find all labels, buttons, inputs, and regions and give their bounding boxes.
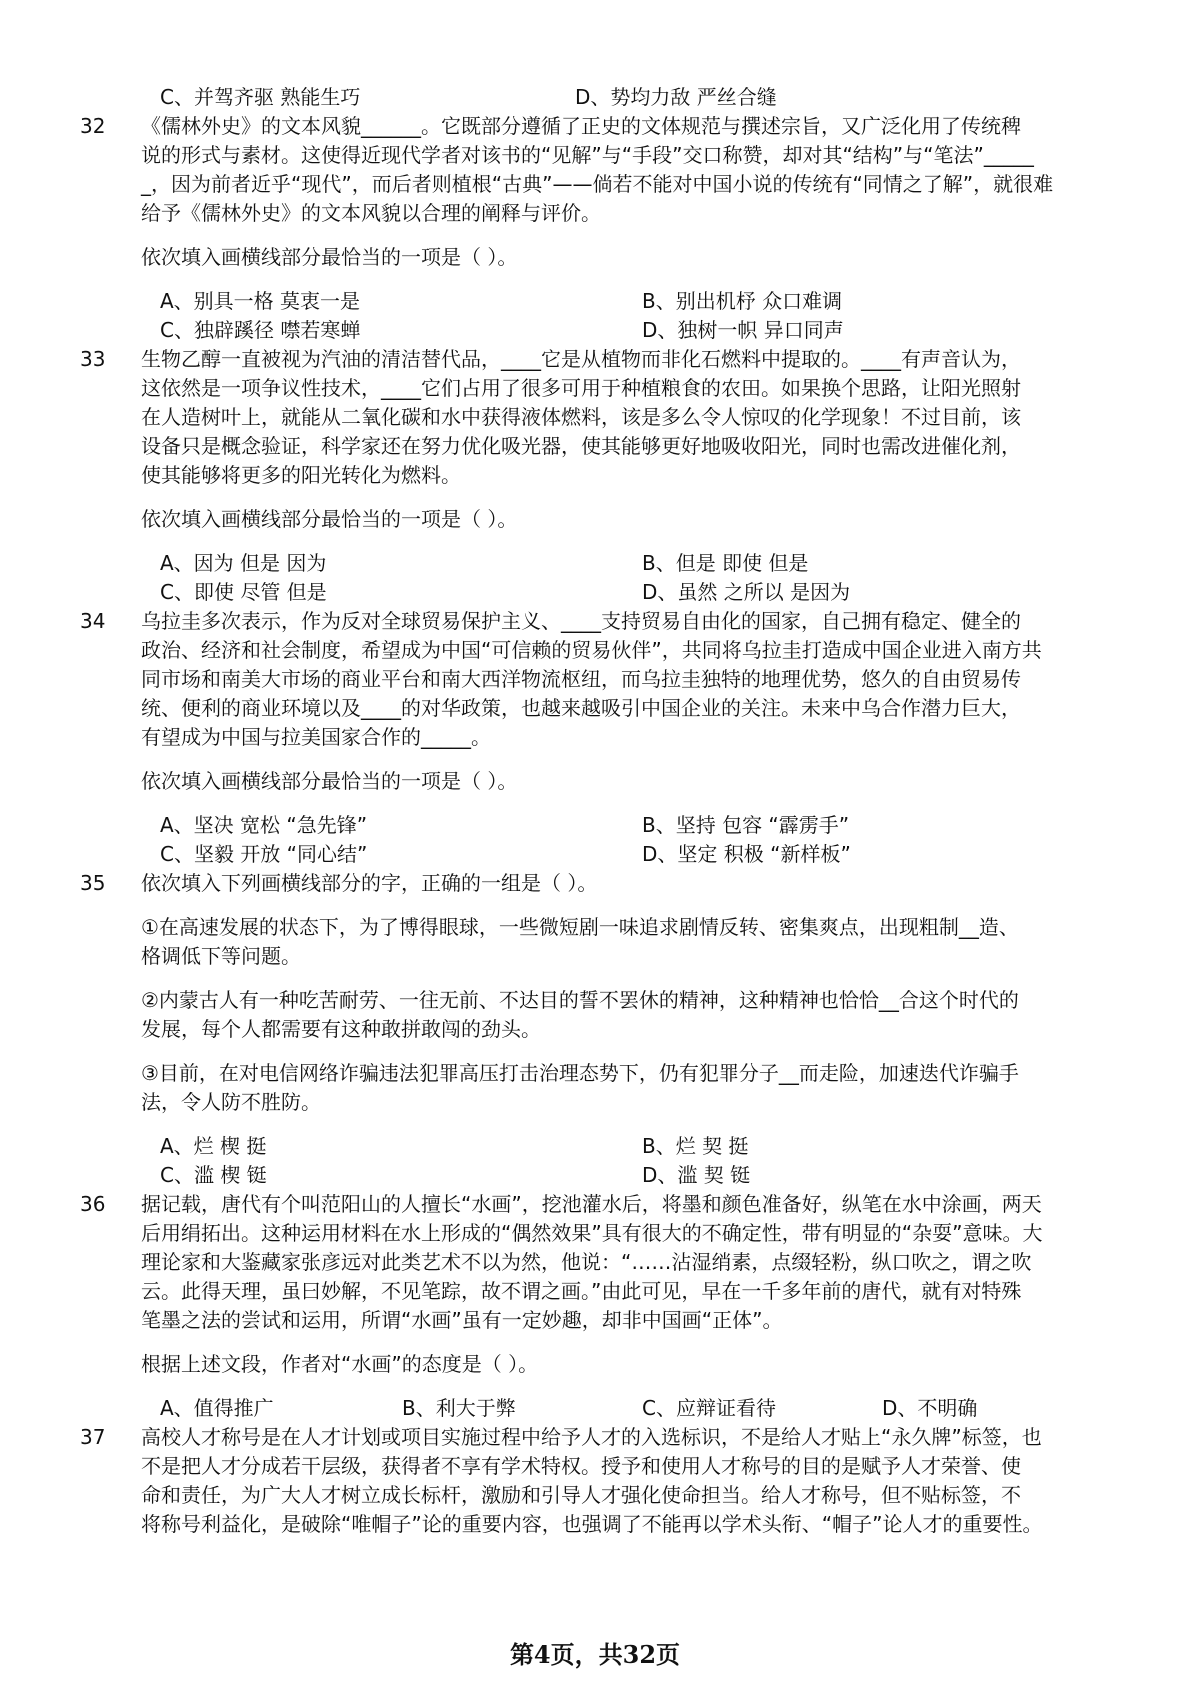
question-number: 35: [80, 871, 106, 895]
question-text-line: 同市场和南美大市场的商业平台和南大西洋物流枢纽，而乌拉圭独特的地理优势，悠久的自由贸易传: [141, 667, 1021, 691]
question-text-line: 给予《儒林外史》的文本风貌以合理的阐释与评价。: [141, 201, 601, 225]
option-c: C、即使 尽管 但是: [160, 580, 327, 604]
question-text-line: 政治、经济和社会制度，希望成为中国“可信赖的贸易伙伴”，共同将乌拉圭打造成中国企业进入南方共: [141, 638, 1042, 662]
option-c: C、独辟蹊径 噤若寒蝉: [160, 318, 361, 342]
question-text-line: 生物乙醇一直被视为汽油的清洁替代品，____它是从植物而非化石燃料中提取的。____有声音认为，: [141, 347, 1021, 371]
option-c: C、应辩证看待: [642, 1396, 776, 1420]
option-c: C、坚毅 开放 “同心结”: [160, 842, 368, 866]
question-number: 36: [80, 1192, 106, 1216]
question-text-line: 将称号利益化，是破除“唯帽子”论的重要内容，也强调了不能再以学术头衔、“帽子”论人才的重要性。: [141, 1512, 1043, 1536]
question-text-line: 高校人才称号是在人才计划或项目实施过程中给予人才的入选标识，不是给人才贴上“永久牌”标签，也: [141, 1425, 1042, 1449]
question-text-line: 乌拉圭多次表示，作为反对全球贸易保护主义、____支持贸易自由化的国家，自己拥有稳定、健全的: [141, 609, 1021, 633]
option-d: D、虽然 之所以 是因为: [642, 580, 851, 604]
question-text-line: 理论家和大鉴藏家张彦远对此类艺术不以为然，他说：“……沾湿绡素，点缀轻粉，纵口吹之，谓之吹: [141, 1250, 1032, 1274]
option-d: D、坚定 积极 “新样板”: [642, 842, 851, 866]
question-prompt: 依次填入画横线部分最恰当的一项是（ ）。: [141, 245, 518, 269]
option-b: B、别出机杼 众口难调: [642, 289, 843, 313]
question-number: 33: [80, 347, 106, 371]
question-text-line: 笔墨之法的尝试和运用，所谓“水画”虽有一定妙趣，却非中国画“正体”。: [141, 1308, 783, 1332]
question-text-line: _，因为前者近乎“现代”，而后者则植根“古典”——倘若不能对中国小说的传统有“同情之了解”，就很难: [141, 172, 1054, 196]
option-b: B、坚持 包容 “霹雳手”: [642, 813, 850, 837]
question-item-line: ②内蒙古人有一种吃苦耐劳、一往无前、不达目的誓不罢休的精神，这种精神也恰恰__合这个时代的: [141, 988, 1019, 1012]
question-number: 32: [80, 114, 106, 138]
option-d: D、滥 契 铤: [642, 1163, 751, 1187]
option-b: B、烂 契 挺: [642, 1134, 749, 1158]
option-b: B、利大于弊: [402, 1396, 516, 1420]
question-item-line: 发展，每个人都需要有这种敢拼敢闯的劲头。: [141, 1017, 541, 1041]
option-b: B、但是 即使 但是: [642, 551, 809, 575]
question-text-line: 据记载，唐代有个叫范阳山的人擅长“水画”，挖池灌水后，将墨和颜色准备好，纵笔在水中涂画，两天: [141, 1192, 1042, 1216]
question-prompt: 依次填入画横线部分最恰当的一项是（ ）。: [141, 507, 518, 531]
option-a: A、别具一格 莫衷一是: [160, 289, 361, 313]
question-text-line: 设备只是概念验证，科学家还在努力优化吸光器，使其能够更好地吸收阳光，同时也需改进催化剂，: [141, 434, 1021, 458]
option-d: D、不明确: [882, 1396, 978, 1420]
question-item-line: ③目前，在对电信网络诈骗违法犯罪高压打击治理态势下，仍有犯罪分子__而走险，加速迭代诈骗手: [141, 1061, 1019, 1085]
question-item-line: 格调低下等问题。: [141, 944, 301, 968]
option-d: D、势均力敌 严丝合缝: [575, 85, 777, 109]
question-item-line: 法，令人防不胜防。: [141, 1090, 321, 1114]
question-text-line: 不是把人才分成若干层级，获得者不享有学术特权。授予和使用人才称号的目的是赋予人才荣誉、使: [141, 1454, 1021, 1478]
option-a: A、因为 但是 因为: [160, 551, 327, 575]
question-text-line: 《儒林外史》的文本风貌______。它既部分遵循了正史的文体规范与撰述宗旨，又广泛化用了传统稗: [141, 114, 1021, 138]
question-prompt: 根据上述文段，作者对“水画”的态度是（ ）。: [141, 1352, 539, 1376]
question-text-line: 统、便利的商业环境以及____的对华政策，也越来越吸引中国企业的关注。未来中乌合作潜力巨大，: [141, 696, 1021, 720]
question-text-line: 说的形式与素材。这使得近现代学者对该书的“见解”与“手段”交口称赞，却对其“结构”与“笔法”_____: [141, 143, 1034, 167]
page-number-footer: 第4页，共32页: [509, 1640, 681, 1669]
question-text-line: 有望成为中国与拉美国家合作的_____。: [141, 725, 491, 749]
option-a: A、坚决 宽松 “急先锋”: [160, 813, 368, 837]
question-number: 37: [80, 1425, 106, 1449]
option-c: C、滥 楔 铤: [160, 1163, 267, 1187]
question-item-line: ①在高速发展的状态下，为了博得眼球，一些微短剧一味追求剧情反转、密集爽点，出现粗制__造、: [141, 915, 1019, 939]
option-c: C、并驾齐驱 熟能生巧: [160, 85, 361, 109]
option-a: A、值得推广: [160, 1396, 274, 1420]
question-title: 依次填入下列画横线部分的字，正确的一组是（ ）。: [141, 871, 598, 895]
option-a: A、烂 楔 挺: [160, 1134, 267, 1158]
question-prompt: 依次填入画横线部分最恰当的一项是（ ）。: [141, 769, 518, 793]
question-text-line: 使其能够将更多的阳光转化为燃料。: [141, 463, 461, 487]
option-d: D、独树一帜 异口同声: [642, 318, 844, 342]
question-text-line: 这依然是一项争议性技术，____它们占用了很多可用于种植粮食的农田。如果换个思路，让阳光照射: [141, 376, 1021, 400]
question-number: 34: [80, 609, 106, 633]
question-text-line: 后用绢拓出。这种运用材料在水上形成的“偶然效果”具有很大的不确定性，带有明显的“杂耍”意味。大: [141, 1221, 1043, 1245]
question-text-line: 在人造树叶上，就能从二氧化碳和水中获得液体燃料，该是多么令人惊叹的化学现象！不过目前，该: [141, 405, 1021, 429]
question-text-line: 云。此得天理，虽曰妙解，不见笔踪，故不谓之画。”由此可见，早在一千多年前的唐代，就有对特殊: [141, 1279, 1022, 1303]
question-text-line: 命和责任，为广大人才树立成长标杆，激励和引导人才强化使命担当。给人才称号，但不贴标签，不: [141, 1483, 1021, 1507]
